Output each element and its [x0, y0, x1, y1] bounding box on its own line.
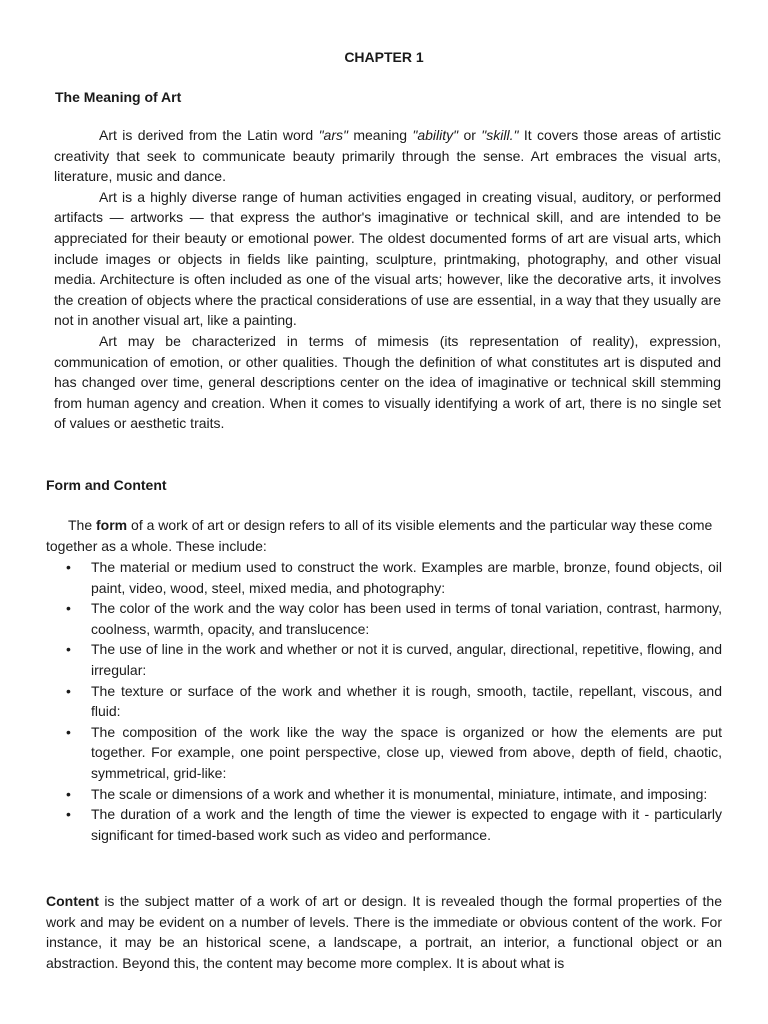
- list-item-text: The color of the work and the way color has been used in terms of tonal variation, contrast, harmony, coolness, warmth, opacity, and translucence:: [91, 600, 722, 637]
- meaning-of-art-body: [54, 125, 721, 434]
- bullet-icon: •: [66, 682, 71, 699]
- text-run: or: [458, 127, 482, 143]
- list-item: [46, 639, 722, 680]
- paragraph-art-mimesis: Art may be characterized in terms of mimesis (its representation of reality), expression, communication of emotion, or other qualities. Though the definition of what constitutes art is disputed and has changed over time, general descriptions center on the idea of imaginative or technical skill stemming from human agency and creation. When it comes to visually identifying a work of art, there is no single set of values or aesthetic traits.: [54, 332, 721, 432]
- list-item: [46, 804, 722, 845]
- bullet-icon: •: [66, 641, 71, 658]
- text-run: of a work of art or design refers to all of its visible elements and the particular way these come together as a whole. These include:: [46, 517, 713, 554]
- list-item-text: The duration of a work and the length of time the viewer is expected to engage with it - particularly significant for timed-based work such as video and performance.: [91, 806, 722, 843]
- section-heading-form-and-content: Form and Content: [46, 477, 167, 493]
- bullet-icon: •: [66, 600, 71, 617]
- term-form: form: [96, 517, 128, 533]
- term-content: Content: [46, 893, 99, 909]
- section-heading-meaning-of-art: The Meaning of Art: [55, 89, 182, 105]
- bullet-icon: •: [66, 559, 71, 575]
- list-item-text: The use of line in the work and whether or not it is curved, angular, directional, repetitive, flowing, and irregular:: [91, 641, 722, 678]
- text-run: meaning: [347, 127, 413, 143]
- list-item-text: The material or medium used to construct the work. Examples are marble, bronze, found objects, oil paint, video, wood, steel, mixed media, and photography:: [91, 559, 722, 596]
- term-ars: "ars": [318, 127, 348, 143]
- list-item-text: The composition of the work like the way the space is organized or how the elements are put together. For example, one point perspective, close up, viewed from above, depth of field, chaotic, symmetrical, grid-like:: [91, 723, 722, 781]
- list-item: [46, 722, 722, 784]
- term-skill: "skill.": [481, 127, 519, 143]
- chapter-title: CHAPTER 1: [344, 49, 424, 65]
- paragraph-content-definition: [46, 891, 722, 973]
- text-run: is the subject matter of a work of art or design. It is revealed though the formal properties of the work and may be evident on a number of levels. There is the immediate or obvious content of the work. For instance, it may be an historical scene, a landscape, a portrait, an interior, a functional object or an abstraction. Beyond this, the content may become more complex. It is about what is: [46, 893, 722, 971]
- text-run: Art is derived from the Latin word: [99, 127, 319, 143]
- text-run: The: [68, 517, 97, 533]
- text-run: It covers those areas of artistic creativity that seek to communicate beauty primarily through the sense. Art embraces the visual arts, literature, music and dance.: [54, 127, 722, 185]
- list-item: [46, 598, 722, 639]
- bullet-icon: •: [66, 785, 71, 802]
- paragraph-form-intro: [46, 515, 722, 556]
- list-item: [46, 557, 722, 598]
- term-ability: "ability": [412, 127, 459, 143]
- list-item-text: The texture or surface of the work and whether it is rough, smooth, tactile, repellant, viscous, and fluid:: [91, 682, 722, 720]
- list-item: [46, 784, 722, 805]
- list-item: [46, 681, 722, 722]
- paragraph-art-diverse-range: Art is a highly diverse range of human activities engaged in creating visual, auditory, or performed artifacts — artworks — that express the author's imaginative or technical skill, and are intended to be appreciated for their beauty or emotional power. The oldest documented forms of art are visual arts, which include images or objects in fields like painting, sculpture, printmaking, photography, and other visual media. Architecture is often included as one of the visual arts; however, like the decorative arts, it involves the creation of objects where the practical considerations of use are essential, in a way that they usually are not in another visual art, like a painting.: [54, 188, 721, 329]
- list-item-text: The scale or dimensions of a work and whether it is monumental, miniature, intimate, and imposing:: [91, 785, 708, 802]
- form-elements-list: [46, 557, 722, 845]
- bullet-icon: •: [66, 723, 71, 740]
- paragraph-art-derivation: [54, 125, 721, 187]
- bullet-icon: •: [66, 806, 71, 823]
